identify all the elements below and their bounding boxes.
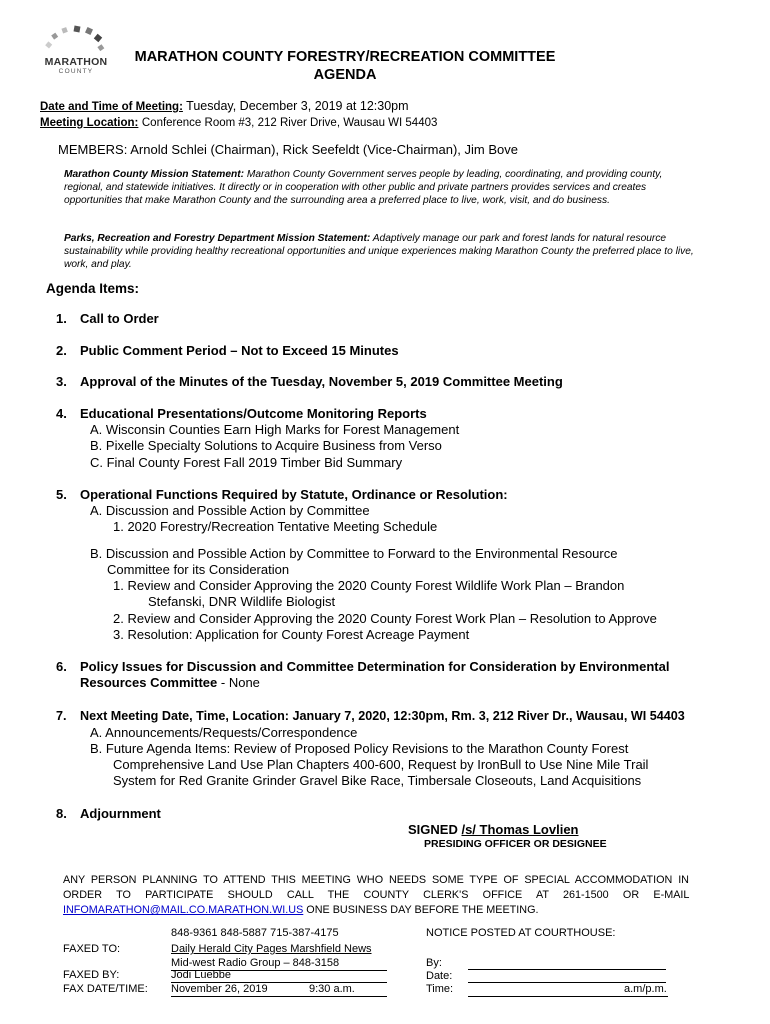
posted-time-suffix: a.m/p.m. <box>624 983 667 995</box>
agenda-item <box>56 709 685 723</box>
logo-wordmark: MARATHON <box>44 56 108 68</box>
sub-sub-item: 3. Resolution: Application for County Forest Acreage Payment <box>113 627 470 642</box>
item-text: Next Meeting Date, Time, Location: January 7, 2020, 12:30pm, Rm. 3, 212 River Dr., Wausau, WI 54403 <box>80 709 685 723</box>
item-number: 7. <box>56 709 67 723</box>
sub-item-continuation: Comprehensive Land Use Plan Chapters 400-600, Request by IronBull to Use Nine Mile Trail <box>113 757 649 772</box>
item-number: 6. <box>56 659 67 674</box>
signature-line <box>408 822 579 837</box>
document-title: MARATHON COUNTY FORESTRY/RECREATION COMMITTEE <box>134 49 556 65</box>
sub-sub-item-continuation: Stefanski, DNR Wildlife Biologist <box>148 594 336 609</box>
faxed-to-label: FAXED TO: <box>63 943 121 955</box>
notice-text: ANY PERSON PLANNING TO ATTEND THIS MEETING WHO NEEDS SOME TYPE OF SPECIAL ACCOMMODATION IN ORDER TO PARTICIPATE SHOULD CALL THE COUNTY CLERK'S OFFICE AT 261-1500 OR E-MAIL <box>63 874 689 901</box>
item-number: 5. <box>56 487 67 502</box>
meeting-date-label: Date and Time of Meeting: <box>40 101 183 113</box>
faxed-to-value: Daily Herald City Pages Marshfield News <box>171 943 372 955</box>
faxed-by-label: FAXED BY: <box>63 969 120 981</box>
item-number: 3. <box>56 374 67 389</box>
presiding-officer-title: PRESIDING OFFICER OR DESIGNEE <box>424 838 607 850</box>
agenda-item <box>56 311 159 326</box>
posted-by-label: By: <box>426 957 442 969</box>
agenda-heading: Agenda Items: <box>46 281 140 296</box>
faxed-by-value: Jodi Luebbe <box>171 969 231 981</box>
document-subtitle: AGENDA <box>313 67 377 83</box>
marathon-county-logo <box>36 24 116 86</box>
department-mission-label: Parks, Recreation and Forestry Department Mission Statement: <box>64 233 371 244</box>
agenda-item <box>56 406 427 421</box>
agenda-item <box>56 487 508 502</box>
item-text: Policy Issues for Discussion and Committee Determination for Consideration by Environmental <box>80 659 670 674</box>
item-text: Resources Committee <box>80 675 218 690</box>
meeting-location-label: Meeting Location: <box>40 117 139 129</box>
department-mission-statement <box>64 232 696 271</box>
sub-item: B. Pixelle Specialty Solutions to Acquire Business from Verso <box>90 438 442 453</box>
sub-item: B. Future Agenda Items: Review of Proposed Policy Revisions to the Marathon County Forest <box>90 741 629 756</box>
item-text: Educational Presentations/Outcome Monitoring Reports <box>80 406 427 421</box>
county-mission-text: Marathon County Government serves people by leading, coordinating, and providing county, regional, and statewide initiatives. It directly or in cooperation with other public and private partners provides services and creates opportunities that make Marathon County and the surrounding area a preferred place to live, work, visit, and do business. <box>64 169 663 206</box>
meeting-location-value: Conference Room #3, 212 River Drive, Wausau WI 54403 <box>141 117 438 129</box>
posted-date-label: Date: <box>426 970 453 982</box>
item-number: 1. <box>56 311 67 326</box>
committee-members: MEMBERS: Arnold Schlei (Chairman), Rick Seefeldt (Vice-Chairman), Jim Bove <box>58 142 518 157</box>
item-number: 8. <box>56 806 67 821</box>
item-number: 2. <box>56 343 67 358</box>
department-mission-text: Adaptively manage our park and forest lands for natural resource sustainability while providing healthy recreational opportunities and unique experiences making Marathon County the preferred place to live, work, and play. <box>64 233 694 270</box>
item-text: Public Comment Period – Not to Exceed 15 Minutes <box>80 343 399 358</box>
accommodation-notice <box>63 873 689 918</box>
item-number: 4. <box>56 406 67 421</box>
county-mission-label: Marathon County Mission Statement: <box>64 169 244 180</box>
radio-group: Mid-west Radio Group – 848-3158 <box>171 957 340 969</box>
sub-sub-item: 1. Review and Consider Approving the 2020 County Forest Wildlife Work Plan – Brandon <box>113 578 625 593</box>
meeting-date-value: Tuesday, December 3, 2019 at 12:30pm <box>186 99 409 113</box>
sub-item: A. Announcements/Requests/Correspondence <box>90 725 358 740</box>
item-text-suffix: - None <box>217 675 260 690</box>
posted-time-label: Time: <box>426 983 454 995</box>
meeting-date-line <box>40 98 409 115</box>
logo-subword: COUNTY <box>58 68 94 75</box>
item-text: Call to Order <box>80 311 159 326</box>
clerk-email-link[interactable]: INFOMARATHON@MAIL.CO.MARATHON.WI.US <box>63 904 304 916</box>
logo-dots-icon <box>36 24 116 58</box>
fax-datetime-underline <box>171 996 387 997</box>
notice-text-end: ONE BUSINESS DAY BEFORE THE MEETING. <box>303 904 539 916</box>
posted-heading: NOTICE POSTED AT COURTHOUSE: <box>426 927 616 939</box>
sub-sub-item: 2. Review and Consider Approving the 2020 County Forest Work Plan – Resolution to Approve <box>113 611 657 626</box>
agenda-item-continuation <box>80 675 260 690</box>
county-mission-statement <box>64 168 696 207</box>
sub-item: A. Wisconsin Counties Earn High Marks for Forest Management <box>90 422 460 437</box>
fax-time-value: 9:30 a.m. <box>309 983 355 995</box>
sub-item: B. Discussion and Possible Action by Committee to Forward to the Environmental Resource <box>90 546 618 561</box>
item-text: Adjournment <box>80 806 161 821</box>
fax-numbers: 848-9361 848-5887 715-387-4175 <box>171 927 339 939</box>
sub-sub-item: 1. 2020 Forestry/Recreation Tentative Meeting Schedule <box>113 519 438 534</box>
signature-label: SIGNED <box>408 822 458 837</box>
meeting-location-line <box>40 114 437 131</box>
sub-item-continuation: System for Red Granite Grinder Gravel Bike Race, Timbersale Closeouts, Land Acquisitions <box>113 773 642 788</box>
posted-time-line <box>468 996 668 997</box>
posted-by-line <box>468 969 666 970</box>
agenda-item <box>56 806 161 821</box>
sub-item-continuation: Committee for its Consideration <box>107 562 290 577</box>
fax-date-value: November 26, 2019 <box>171 983 268 995</box>
sub-item: A. Discussion and Possible Action by Committee <box>90 503 370 518</box>
sub-item: C. Final County Forest Fall 2019 Timber Bid Summary <box>90 455 403 470</box>
signature-name: /s/ Thomas Lovlien <box>461 822 579 837</box>
agenda-item <box>56 374 563 389</box>
fax-datetime-label: FAX DATE/TIME: <box>63 983 148 995</box>
item-text: Approval of the Minutes of the Tuesday, November 5, 2019 Committee Meeting <box>80 374 563 389</box>
item-text: Operational Functions Required by Statute, Ordinance or Resolution: <box>80 487 508 502</box>
agenda-item <box>56 659 669 674</box>
agenda-item <box>56 343 399 358</box>
